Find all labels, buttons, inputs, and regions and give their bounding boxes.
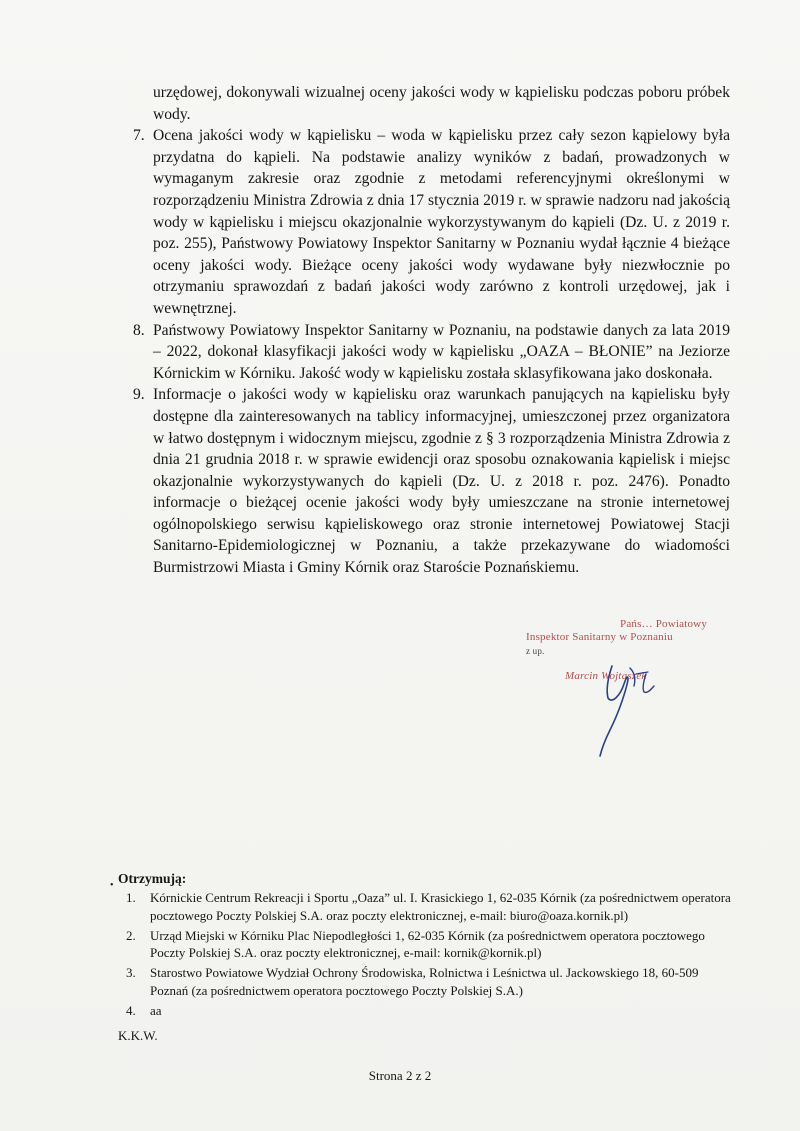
list-item-text: Informacje o jakości wody w kąpielisku oraz warunkach panujących na kąpielisku były dostępne dla zainteresowanych na tablicy informacyjnej, umieszczonej przez organizatora w łatwo dostępnym i widocznym miejscu, zgodnie z § 3 rozporządzenia Ministra Zdrowia z dnia 21 grudnia 2018 r. w sprawie ewidencji oraz sposobu oznakowania kąpielisk i miejsc okazjonalnie wykorzystywanych do kąpieli (Dz. U. z 2018 r. poz. 2476). Ponadto informacje o bieżącej ocenie jakości wody były umieszczane na stronie internetowej ogólnopolskiego serwisu kąpieliskowego oraz stronie internetowej Powiatowej Stacji Sanitarno-Epidemiologicznej w Poznaniu, a także przekazywane do wiadomości Burmistrzowi Miasta i Gminy Kórnik oraz Staroście Poznańskiemu. xyxy=(153,386,730,577)
stamp-name: Marcin Wojtaszek xyxy=(565,670,647,682)
recipient-item xyxy=(118,889,738,924)
recipients-section xyxy=(118,870,738,1022)
stamp-line-3: z up. xyxy=(526,646,545,656)
recipient-number: 2. xyxy=(126,927,136,943)
list-item-7 xyxy=(135,125,730,319)
list-item-text: Państwowy Powiatowy Inspektor Sanitarny w Poznaniu, na podstawie danych za lata 2019 – 2022, dokonał klasyfikacji jakości wody w kąpielisku „OAZA – BŁONIE” na Jeziorze Kórnickim w Kórniku. Jakość wody w kąpielisku została sklasyfikowana jako doskonała. xyxy=(153,321,730,382)
mark-dot: • xyxy=(110,880,114,891)
recipients-heading: Otrzymują: xyxy=(118,871,187,886)
recipient-number: 1. xyxy=(126,890,136,906)
signature-block xyxy=(510,618,710,748)
stamp-line-2: Inspektor Sanitarny w Poznaniu xyxy=(526,631,673,643)
list-item-9 xyxy=(135,384,730,578)
recipient-number: 4. xyxy=(126,1003,136,1019)
continuation-paragraph: urzędowej, dokonywali wizualnej oceny jakości wody w kąpielisku podczas poboru próbek wody. xyxy=(153,84,730,123)
recipient-text: Starostwo Powiatowe Wydział Ochrony Środowiska, Rolnictwa i Leśnictwa ul. Jackowskiego 18, 60-509 Poznań (za pośrednictwem operatora pocztowego Poczty Polskiej S.A.) xyxy=(150,965,699,998)
list-number: 7. xyxy=(133,127,145,145)
recipient-text: Kórnickie Centrum Rekreacji i Sportu „Oaza” ul. I. Krasickiego 1, 62-035 Kórnik (za pośrednictwem operatora pocztowego Poczty Polskiej S.A. oraz poczty elektronicznej, e-mail: biuro@oaza.kornik.pl) xyxy=(150,890,731,923)
list-item-text: Ocena jakości wody w kąpielisku – woda w kąpielisku przez cały sezon kąpielowy była przydatna do kąpieli. Na podstawie analizy wyników z badań, prowadzonych w wymaganym zakresie oraz zgodnie z metodami referencyjnymi określonymi w rozporządzeniu Ministra Zdrowia z dnia 17 stycznia 2019 r. w sprawie nadzoru nad jakością wody w kąpielisku i miejscu okazjonalnie wykorzystywanym do kąpieli (Dz. U. z 2019 r. poz. 255), Państwowy Powiatowy Inspektor Sanitarny w Poznaniu wydał łącznie 4 bieżące oceny jakości wody. Bieżące oceny jakości wody wydawane były niezwłocznie po otrzymaniu sprawozdań z badań jakości wody zarówno z kontroli urzędowej, jak i wewnętrznej. xyxy=(153,127,730,317)
recipient-text: aa xyxy=(150,1003,162,1019)
recipient-item xyxy=(118,964,738,999)
author-initials: K.K.W. xyxy=(118,1028,158,1043)
document-body xyxy=(135,82,730,579)
recipient-number: 3. xyxy=(126,965,136,981)
list-number: 8. xyxy=(133,321,145,339)
list-item-8 xyxy=(135,320,730,385)
recipient-item xyxy=(118,1002,738,1019)
recipient-item xyxy=(118,927,738,962)
list-number: 9. xyxy=(133,386,145,404)
handwritten-signature xyxy=(550,638,690,763)
page-number: Strona 2 z 2 xyxy=(368,1068,432,1083)
stamp-line-1: Pańs… Powiatowy xyxy=(620,618,708,630)
recipient-text: Urząd Miejski w Kórniku Plac Niepodległości 1, 62-035 Kórnik (za pośrednictwem operatora pocztowego Poczty Polskiej S.A. oraz poczty elektronicznej, e-mail: kornik@kornik.pl) xyxy=(150,927,705,961)
